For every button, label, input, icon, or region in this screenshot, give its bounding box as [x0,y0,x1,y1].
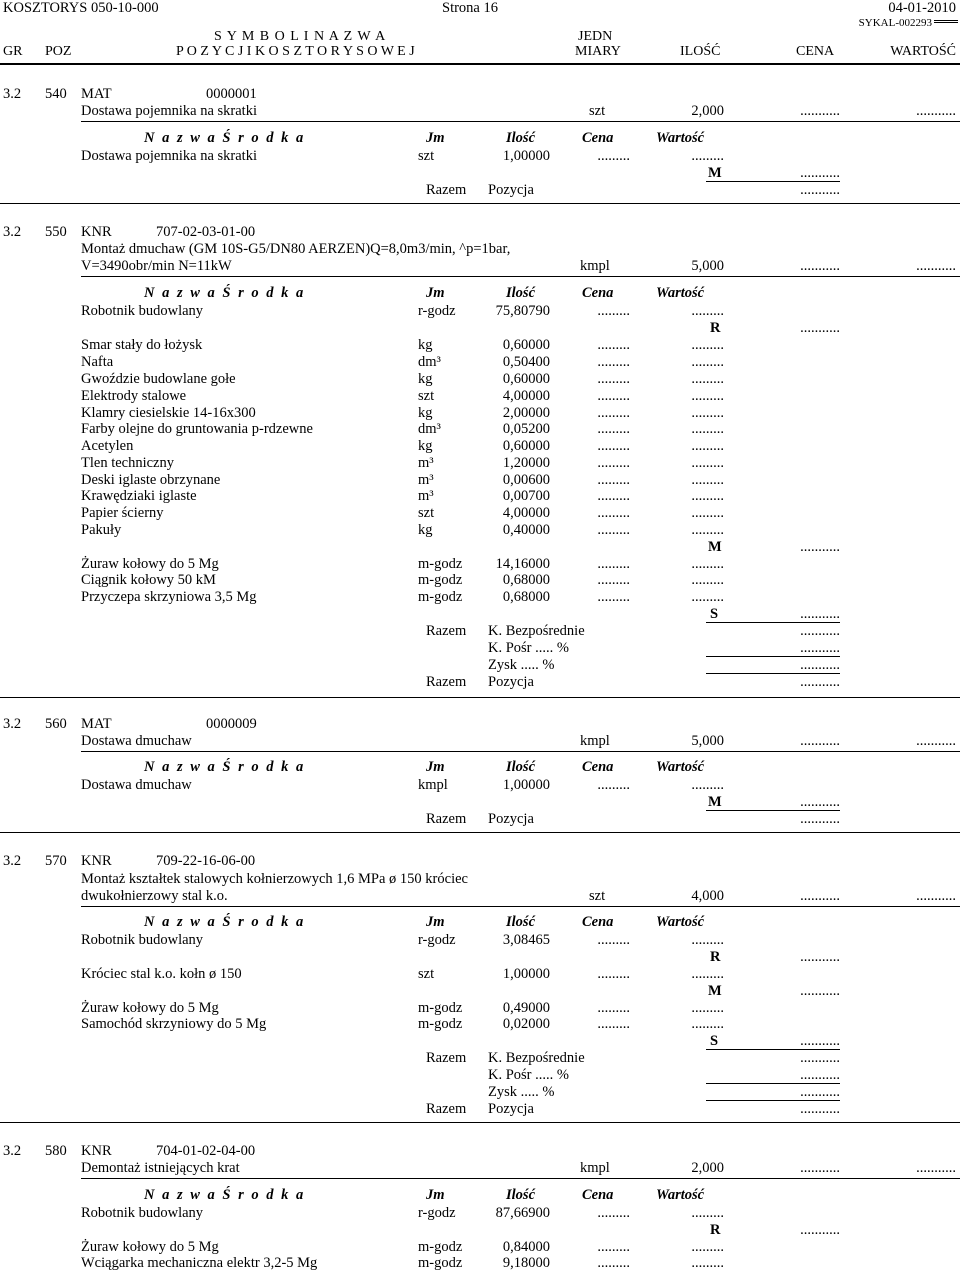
row-name: Dostawa dmuchaw [81,777,192,793]
row-value: ......... [691,303,724,319]
k-bezp-value: ........... [800,623,840,639]
row-qty: 0,40000 [502,522,550,538]
row-name: Pakuły [81,522,122,538]
row-jm: dm³ [418,354,441,370]
position-separator [0,832,960,833]
row-name: Ciągnik kołowy 50 kM [81,572,216,588]
summary-s-label: S [710,606,719,622]
sub-header-cena: Cena [582,130,614,146]
pos-value: ........... [916,733,956,749]
row-value: ......... [691,932,724,948]
sub-header-ilosc: Ilość [506,1187,535,1203]
symbol-title: S Y M B O L I N A Z W A [214,29,387,44]
row-price: ......... [597,1016,630,1032]
pos-code: 0000001 [206,86,257,102]
sub-header-ilosc: Ilość [506,914,535,930]
row-value: ......... [691,371,724,387]
row-qty: 4,00000 [502,505,550,521]
sub-header-nazwa: N a z w a Ś r o d k a [144,1187,306,1203]
zysk-label: Zysk ..... % [488,1084,555,1100]
pos-value: ........... [916,103,956,119]
row-qty: 4,00000 [502,388,550,404]
pos-description: Demontaż istniejących krat [81,1160,240,1176]
summary-r-label: R [710,320,721,336]
pos-description: Dostawa dmuchaw [81,733,192,749]
row-qty: 0,00700 [502,488,550,504]
pos-type: MAT [81,716,112,732]
row-price: ......... [597,421,630,437]
row-jm: kg [418,522,433,538]
row-price: ......... [597,303,630,319]
row-name: Robotnik budowlany [81,303,204,319]
sub-header-cena: Cena [582,1187,614,1203]
pos-price: ........... [800,1160,840,1176]
row-qty: 1,00000 [502,777,550,793]
sub-header-jm: Jm [426,914,445,930]
row-value: ......... [691,455,724,471]
summary-s-value: ........... [800,1033,840,1049]
k-bezp-label: K. Bezpośrednie [488,623,585,639]
summary-s-value: ........... [800,606,840,622]
row-price: ......... [597,337,630,353]
row-qty: 0,00600 [502,472,550,488]
sub-header-cena: Cena [582,759,614,775]
row-name: Deski iglaste obrzynane [81,472,221,488]
header-ilosc: ILOŚĆ [680,44,721,59]
sub-header-cena: Cena [582,285,614,301]
row-value: ......... [691,1205,724,1221]
k-posr-value: ........... [800,640,840,656]
row-value: ......... [691,337,724,353]
summary-r-value: ........... [800,1222,840,1238]
row-qty: 1,00000 [502,966,550,982]
sub-header-wartosc: Wartość [656,130,705,146]
row-jm: kg [418,438,433,454]
row-value: ......... [691,354,724,370]
pos-unit: kmpl [580,1160,610,1176]
row-name: Wciągarka mechaniczna elektr 3,2-5 Mg [81,1255,318,1271]
row-jm: kg [418,371,433,387]
pos-type: KNR [81,853,112,869]
pos-type: MAT [81,86,112,102]
row-value: ......... [691,1255,724,1271]
row-jm: szt [418,148,435,164]
zysk-value: ........... [800,1084,840,1100]
razem-label: Razem [426,623,467,639]
razem-label: Razem [426,1101,467,1117]
pos-description: V=3490obr/min N=11kW [81,258,232,274]
sub-header-ilosc: Ilość [506,759,535,775]
pos-code: 0000009 [206,716,257,732]
row-qty: 75,80790 [495,303,550,319]
row-price: ......... [597,1239,630,1255]
pozycja-label: Pozycja [488,811,534,827]
row-price: ......... [597,572,630,588]
row-name: Nafta [81,354,114,370]
sub-header-wartosc: Wartość [656,914,705,930]
row-price: ......... [597,388,630,404]
row-value: ......... [691,388,724,404]
pos-quantity: 2,000 [691,1160,724,1176]
position-separator [0,697,960,698]
row-price: ......... [597,438,630,454]
row-qty: 3,08465 [502,932,550,948]
row-jm: m-godz [418,589,463,605]
pos-unit: szt [589,103,606,119]
sub-header-ilosc: Ilość [506,285,535,301]
row-price: ......... [597,148,630,164]
pos-gr: 3.2 [3,224,22,240]
pos-code: 704-01-02-04-00 [156,1143,256,1159]
pos-rule [81,121,960,122]
row-price: ......... [597,932,630,948]
pozycja-value: ........... [800,811,840,827]
sub-header-nazwa: N a z w a Ś r o d k a [144,914,306,930]
summary-s-label: S [710,1033,719,1049]
row-price: ......... [597,1255,630,1271]
row-name: Żuraw kołowy do 5 Mg [81,1000,219,1016]
summary-r-label: R [710,949,721,965]
row-jm: szt [418,966,435,982]
row-jm: szt [418,388,435,404]
row-name: Krawędziaki iglaste [81,488,197,504]
row-value: ......... [691,777,724,793]
pos-quantity: 2,000 [691,103,724,119]
row-price: ......... [597,522,630,538]
row-qty: 2,00000 [502,405,550,421]
row-qty: 0,60000 [502,371,550,387]
pozycja-label: Pozycja [488,1101,534,1117]
row-value: ......... [691,556,724,572]
sub-header-ilosc: Ilość [506,130,535,146]
row-value: ......... [691,522,724,538]
pos-gr: 3.2 [3,853,22,869]
row-qty: 87,66900 [495,1205,550,1221]
row-qty: 1,20000 [502,455,550,471]
summary-r-value: ........... [800,320,840,336]
pozycja-label: Pozycja [488,182,534,198]
document-title: KOSZTORYS 050-10-000 [3,0,159,16]
row-price: ......... [597,472,630,488]
row-jm: dm³ [418,421,441,437]
pos-number: 570 [45,853,67,869]
row-qty: 0,60000 [502,438,550,454]
header-cena: CENA [796,44,835,59]
row-jm: m-godz [418,572,463,588]
row-jm: m³ [418,455,434,471]
row-qty: 0,50400 [502,354,550,370]
row-jm: kg [418,405,433,421]
pos-type: KNR [81,224,112,240]
row-name: Tlen techniczny [81,455,174,471]
pos-value: ........... [916,1160,956,1176]
pos-price: ........... [800,258,840,274]
sub-header-wartosc: Wartość [656,759,705,775]
pos-price: ........... [800,103,840,119]
sub-header-jm: Jm [426,1187,445,1203]
sub-header-jm: Jm [426,759,445,775]
row-price: ......... [597,966,630,982]
pos-description: Montaż dmuchaw (GM 10S-G5/DN80 AERZEN)Q=8,0m3/min, ^p=1bar, [81,241,511,257]
pos-quantity: 5,000 [691,258,724,274]
pos-gr: 3.2 [3,716,22,732]
zysk-label: Zysk ..... % [488,657,555,673]
row-price: ......... [597,505,630,521]
row-price: ......... [597,354,630,370]
row-name: Samochód skrzyniowy do 5 Mg [81,1016,267,1032]
row-name: Farby olejne do gruntowania p-rdzewne [81,421,313,437]
sub-header-cena: Cena [582,914,614,930]
pos-number: 540 [45,86,67,102]
sub-header-jm: Jm [426,130,445,146]
row-jm: m-godz [418,1239,463,1255]
pos-value: ........... [916,888,956,904]
pos-rule [81,276,960,277]
row-value: ......... [691,472,724,488]
summary-m-label: M [708,165,722,181]
pos-quantity: 4,000 [691,888,724,904]
summary-m-value: ........... [800,539,840,555]
pos-type: KNR [81,1143,112,1159]
row-name: Żuraw kołowy do 5 Mg [81,1239,219,1255]
row-jm: kg [418,337,433,353]
pos-description: dwukołnierzowy stal k.o. [81,888,228,904]
razem-label: Razem [426,182,467,198]
row-price: ......... [597,371,630,387]
row-value: ......... [691,1016,724,1032]
row-jm: m³ [418,472,434,488]
header-miary: MIARY [575,44,621,59]
row-name: Smar stały do łożysk [81,337,203,353]
row-price: ......... [597,589,630,605]
sub-header-jm: Jm [426,285,445,301]
k-bezp-value: ........... [800,1050,840,1066]
row-price: ......... [597,777,630,793]
pos-description: Dostawa pojemnika na skratki [81,103,257,119]
row-jm: szt [418,505,435,521]
summary-m-value: ........... [800,983,840,999]
pos-unit: kmpl [580,258,610,274]
summary-r-label: R [710,1222,721,1238]
row-qty: 0,05200 [502,421,550,437]
row-value: ......... [691,438,724,454]
position-separator [0,203,960,204]
sub-header-nazwa: N a z w a Ś r o d k a [144,130,306,146]
row-qty: 0,02000 [502,1016,550,1032]
header-jedn: JEDN [578,29,613,44]
row-value: ......... [691,488,724,504]
k-posr-label: K. Pośr ..... % [488,640,569,656]
pos-quantity: 5,000 [691,733,724,749]
row-name: Klamry ciesielskie 14-16x300 [81,405,256,421]
row-qty: 9,18000 [502,1255,550,1271]
row-qty: 0,68000 [502,589,550,605]
row-name: Elektrody stalowe [81,388,187,404]
row-name: Acetylen [81,438,134,454]
row-price: ......... [597,1000,630,1016]
summary-m-label: M [708,539,722,555]
pos-price: ........... [800,888,840,904]
pozycja-value: ........... [800,182,840,198]
pos-unit: kmpl [580,733,610,749]
document-code: SYKAL-002293 [858,17,932,29]
row-jm: m³ [418,488,434,504]
row-value: ......... [691,1239,724,1255]
razem-label: Razem [426,1050,467,1066]
sub-header-wartosc: Wartość [656,1187,705,1203]
row-value: ......... [691,405,724,421]
row-value: ......... [691,572,724,588]
row-price: ......... [597,1205,630,1221]
zysk-value: ........... [800,657,840,673]
pos-gr: 3.2 [3,1143,22,1159]
row-jm: m-godz [418,1000,463,1016]
page-number: Strona 16 [442,0,498,16]
pos-code: 709-22-16-06-00 [156,853,256,869]
razem-label: Razem [426,811,467,827]
row-value: ......... [691,148,724,164]
pos-price: ........... [800,733,840,749]
row-qty: 0,68000 [502,572,550,588]
pozycja-label: Pozycja [488,674,534,690]
row-jm: r-godz [418,303,456,319]
pos-description: Montaż kształtek stalowych kołnierzowych 1,6 MPa ø 150 króciec [81,871,468,887]
summary-m-value: ........... [800,165,840,181]
razem-label: Razem [426,674,467,690]
row-value: ......... [691,505,724,521]
pos-rule [81,906,960,907]
row-value: ......... [691,589,724,605]
sub-header-wartosc: Wartość [656,285,705,301]
row-name: Dostawa pojemnika na skratki [81,148,257,164]
row-jm: kmpl [418,777,448,793]
summary-m-value: ........... [800,794,840,810]
position-separator [0,1122,960,1123]
row-jm: r-godz [418,1205,456,1221]
document-date: 04-01-2010 [888,0,956,16]
pos-code: 707-02-03-01-00 [156,224,256,240]
summary-m-label: M [708,794,722,810]
header-gr: GR [3,44,23,59]
pos-gr: 3.2 [3,86,22,102]
k-posr-value: ........... [800,1067,840,1083]
summary-r-value: ........... [800,949,840,965]
pos-rule [81,1178,960,1179]
header-rule [0,63,960,65]
summary-m-label: M [708,983,722,999]
row-jm: m-godz [418,1016,463,1032]
row-qty: 1,00000 [502,148,550,164]
row-price: ......... [597,488,630,504]
pos-number: 550 [45,224,67,240]
pozycja-value: ........... [800,674,840,690]
row-name: Robotnik budowlany [81,1205,204,1221]
row-name: Robotnik budowlany [81,932,204,948]
header-poz: POZ [45,44,72,59]
sub-header-nazwa: N a z w a Ś r o d k a [144,759,306,775]
row-name: Przyczepa skrzyniowa 3,5 Mg [81,589,257,605]
pos-unit: szt [589,888,606,904]
sub-header-nazwa: N a z w a Ś r o d k a [144,285,306,301]
row-qty: 0,84000 [502,1239,550,1255]
row-value: ......... [691,421,724,437]
row-value: ......... [691,966,724,982]
k-posr-label: K. Pośr ..... % [488,1067,569,1083]
pos-number: 580 [45,1143,67,1159]
row-price: ......... [597,455,630,471]
k-bezp-label: K. Bezpośrednie [488,1050,585,1066]
row-name: Żuraw kołowy do 5 Mg [81,556,219,572]
row-name: Gwoździe budowlane gołe [81,371,236,387]
row-value: ......... [691,1000,724,1016]
row-jm: r-godz [418,932,456,948]
header-wartosc: WARTOŚĆ [890,44,956,59]
row-price: ......... [597,556,630,572]
pos-number: 560 [45,716,67,732]
row-price: ......... [597,405,630,421]
pos-rule [81,751,960,752]
row-qty: 0,60000 [502,337,550,353]
row-name: Papier ścierny [81,505,164,521]
symbol-subtitle: P O Z Y C J I K O S Z T O R Y S O W E J [176,44,415,59]
row-qty: 0,49000 [502,1000,550,1016]
row-qty: 14,16000 [495,556,550,572]
pozycja-value: ........... [800,1101,840,1117]
pos-value: ........... [916,258,956,274]
code-rule [934,20,958,23]
row-name: Króciec stal k.o. kołn ø 150 [81,966,242,982]
row-jm: m-godz [418,556,463,572]
row-jm: m-godz [418,1255,463,1271]
